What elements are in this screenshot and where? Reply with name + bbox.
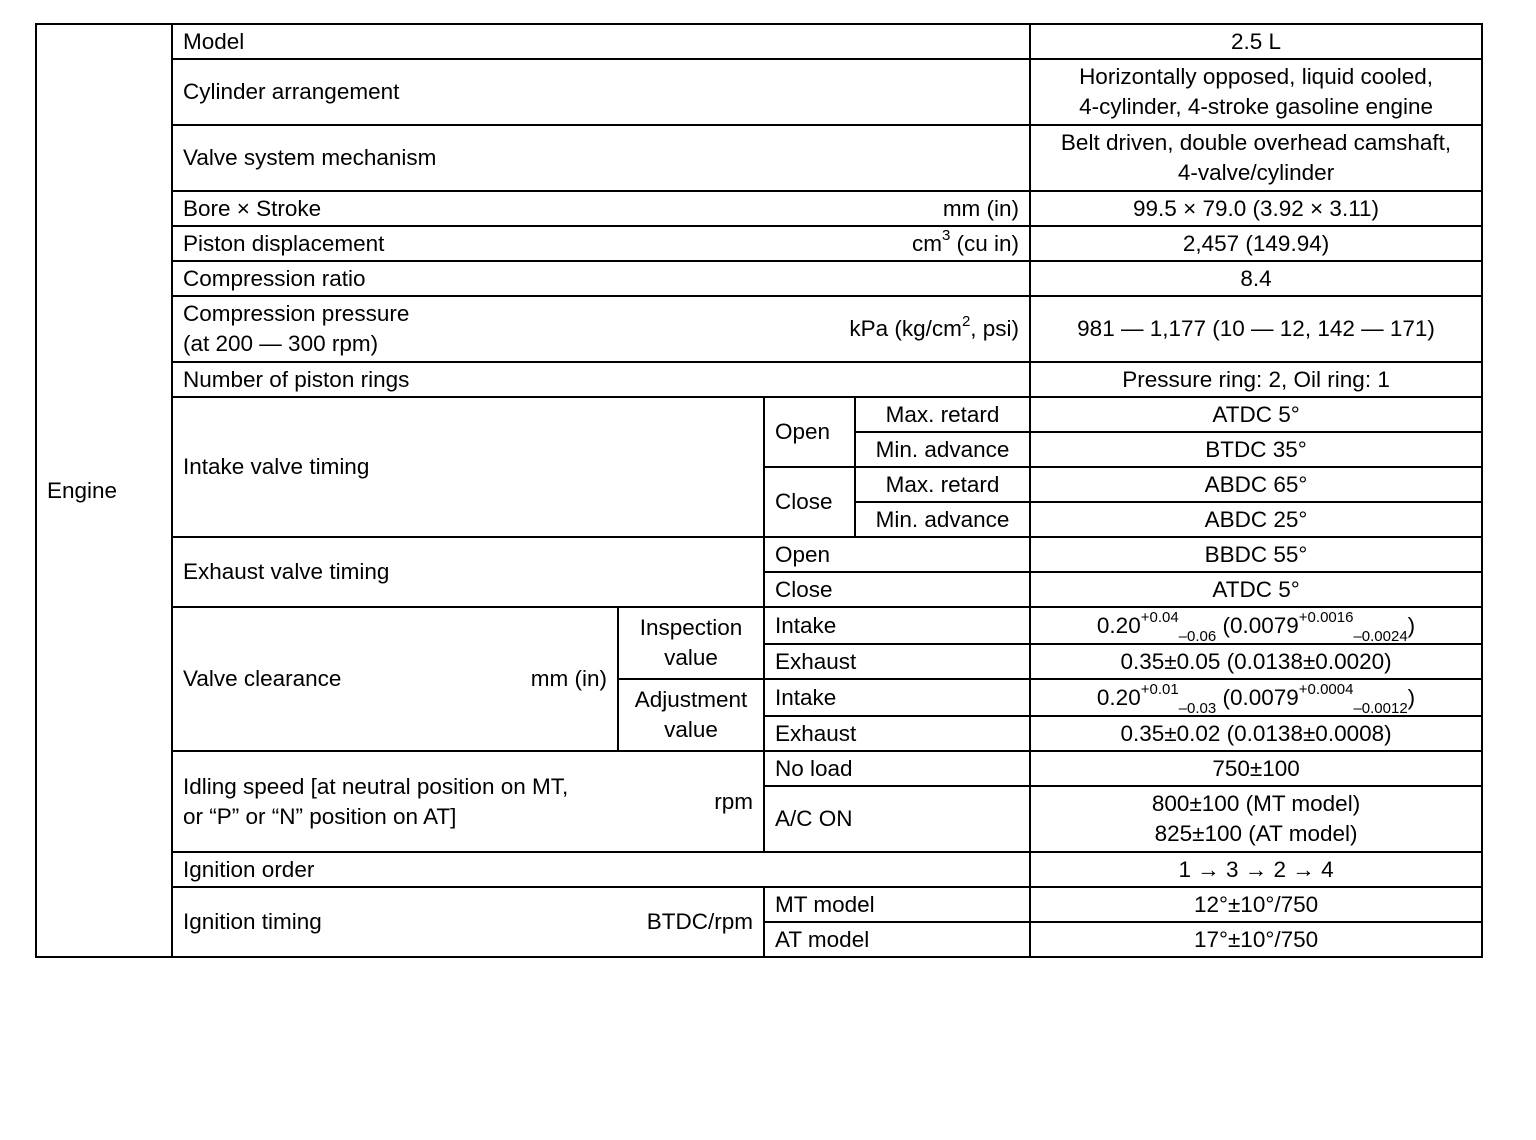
model-label: Model (172, 24, 1030, 59)
compression-pressure-value: 981 — 1,177 (10 — 12, 142 — 171) (1030, 296, 1482, 362)
row-piston-displacement (36, 226, 1482, 261)
ignition-timing-label-cell (172, 887, 764, 957)
idling-speed-unit: rpm (714, 788, 753, 814)
ignition-timing-label: Ignition timing (183, 909, 322, 934)
compression-ratio-value: 8.4 (1030, 261, 1482, 296)
at-model-label: AT model (764, 922, 1030, 957)
adj-exhaust-value: 0.35±0.02 (0.0138±0.0008) (1030, 716, 1482, 751)
intake-close-min-advance-value: ABDC 25° (1030, 502, 1482, 537)
row-idling-no-load (36, 751, 1482, 786)
exhaust-close-value: ATDC 5° (1030, 572, 1482, 607)
idling-speed-label: Idling speed [at neutral position on MT, or “P” or “N” position on AT] (183, 773, 569, 829)
intake-open-min-advance-label: Min. advance (855, 432, 1030, 467)
piston-displacement-label-cell (172, 226, 1030, 261)
piston-rings-value: Pressure ring: 2, Oil ring: 1 (1030, 362, 1482, 397)
bore-stroke-label: Bore × Stroke (183, 195, 322, 221)
valve-system-line2: 4-valve/cylinder (1177, 160, 1335, 185)
exhaust-open-value: BBDC 55° (1030, 537, 1482, 572)
exhaust-timing-label: Exhaust valve timing (172, 537, 764, 607)
valve-clearance-label-cell (172, 607, 618, 751)
cylinder-arrangement-line1: Horizontally opposed, liquid cooled, (1079, 64, 1434, 89)
ignition-order-label: Ignition order (172, 852, 1030, 887)
insp-intake-label: Intake (764, 607, 1030, 644)
intake-close-max-retard-value: ABDC 65° (1030, 467, 1482, 502)
idling-speed-label-cell (172, 751, 764, 852)
inspection-value-label: Inspection value (618, 607, 764, 679)
valve-system-line1: Belt driven, double overhead camshaft, (1060, 130, 1452, 155)
compression-pressure-label-cell (172, 296, 1030, 362)
piston-displacement-value: 2,457 (149.94) (1030, 226, 1482, 261)
row-piston-rings (36, 362, 1482, 397)
cylinder-arrangement-value (1030, 59, 1482, 125)
ac-on-label: A/C ON (764, 786, 1030, 852)
row-intake-open-max (36, 397, 1482, 432)
adjustment-value-label: Adjustment value (618, 679, 764, 751)
compression-ratio-label: Compression ratio (172, 261, 1030, 296)
valve-clearance-label: Valve clearance (183, 666, 342, 691)
no-load-value: 750±100 (1030, 751, 1482, 786)
ac-on-value: 800±100 (MT model) 825±100 (AT model) (1030, 786, 1482, 852)
intake-open-label: Open (764, 397, 855, 467)
model-value: 2.5 L (1030, 24, 1482, 59)
adj-intake-label: Intake (764, 679, 1030, 716)
row-compression-pressure (36, 296, 1482, 362)
cylinder-arrangement-label: Cylinder arrangement (172, 59, 1030, 125)
cylinder-arrangement-line2: 4-cylinder, 4-stroke gasoline engine (1079, 94, 1434, 119)
row-ignition-timing-mt (36, 887, 1482, 922)
intake-close-max-retard-label: Max. retard (855, 467, 1030, 502)
exhaust-close-label: Close (764, 572, 1030, 607)
exhaust-open-label: Open (764, 537, 1030, 572)
valve-clearance-unit: mm (in) (530, 666, 607, 691)
row-model (36, 24, 1482, 59)
intake-close-min-advance-label: Min. advance (855, 502, 1030, 537)
row-compression-ratio (36, 261, 1482, 296)
adj-intake-value: $0.20^{+0.01}_{-0.03}$ $(0.0079^{+0.0004}_{-0.0012})$ (1030, 679, 1482, 716)
intake-open-max-retard-label: Max. retard (855, 397, 1030, 432)
row-clearance-insp-intake (36, 607, 1482, 644)
ignition-order-value: 1 → 3 → 2 → 4 (1030, 852, 1482, 887)
at-model-value: 17°±10°/750 (1030, 922, 1482, 957)
piston-rings-label: Number of piston rings (172, 362, 1030, 397)
row-ignition-order (36, 852, 1482, 887)
insp-exhaust-label: Exhaust (764, 644, 1030, 679)
piston-displacement-unit: $cm^3$ (cu in) (911, 227, 1020, 256)
insp-intake-value: $0.20^{+0.04}_{-0.06}$ $(0.0079^{+0.0016}_{-0.0024})$ (1030, 607, 1482, 644)
mt-model-label: MT model (764, 887, 1030, 922)
no-load-label: No load (764, 751, 1030, 786)
bore-stroke-value: 99.5 × 79.0 (3.92 × 3.11) (1030, 191, 1482, 226)
compression-pressure-unit: kPa ($kg/cm^2$, psi) (849, 312, 1020, 341)
ignition-timing-unit: BTDC/rpm (646, 909, 753, 934)
section-label: Engine (36, 24, 172, 957)
intake-open-min-advance-value: BTDC 35° (1030, 432, 1482, 467)
intake-close-label: Close (764, 467, 855, 537)
piston-displacement-label: Piston displacement (183, 230, 385, 256)
insp-exhaust-value: 0.35±0.05 (0.0138±0.0020) (1030, 644, 1482, 679)
row-exhaust-open (36, 537, 1482, 572)
bore-stroke-label-cell (172, 191, 1030, 226)
intake-timing-label: Intake valve timing (172, 397, 764, 537)
row-cylinder-arrangement (36, 59, 1482, 125)
intake-open-max-retard-value: ATDC 5° (1030, 397, 1482, 432)
adj-exhaust-label: Exhaust (764, 716, 1030, 751)
valve-system-label: Valve system mechanism (172, 125, 1030, 191)
compression-pressure-label: Compression pressure (at 200 — 300 rpm) (183, 301, 410, 356)
engine-spec-table (35, 23, 1483, 958)
bore-stroke-unit: mm (in) (942, 195, 1020, 221)
mt-model-value: 12°±10°/750 (1030, 887, 1482, 922)
row-bore-stroke (36, 191, 1482, 226)
valve-system-value (1030, 125, 1482, 191)
row-valve-system (36, 125, 1482, 191)
